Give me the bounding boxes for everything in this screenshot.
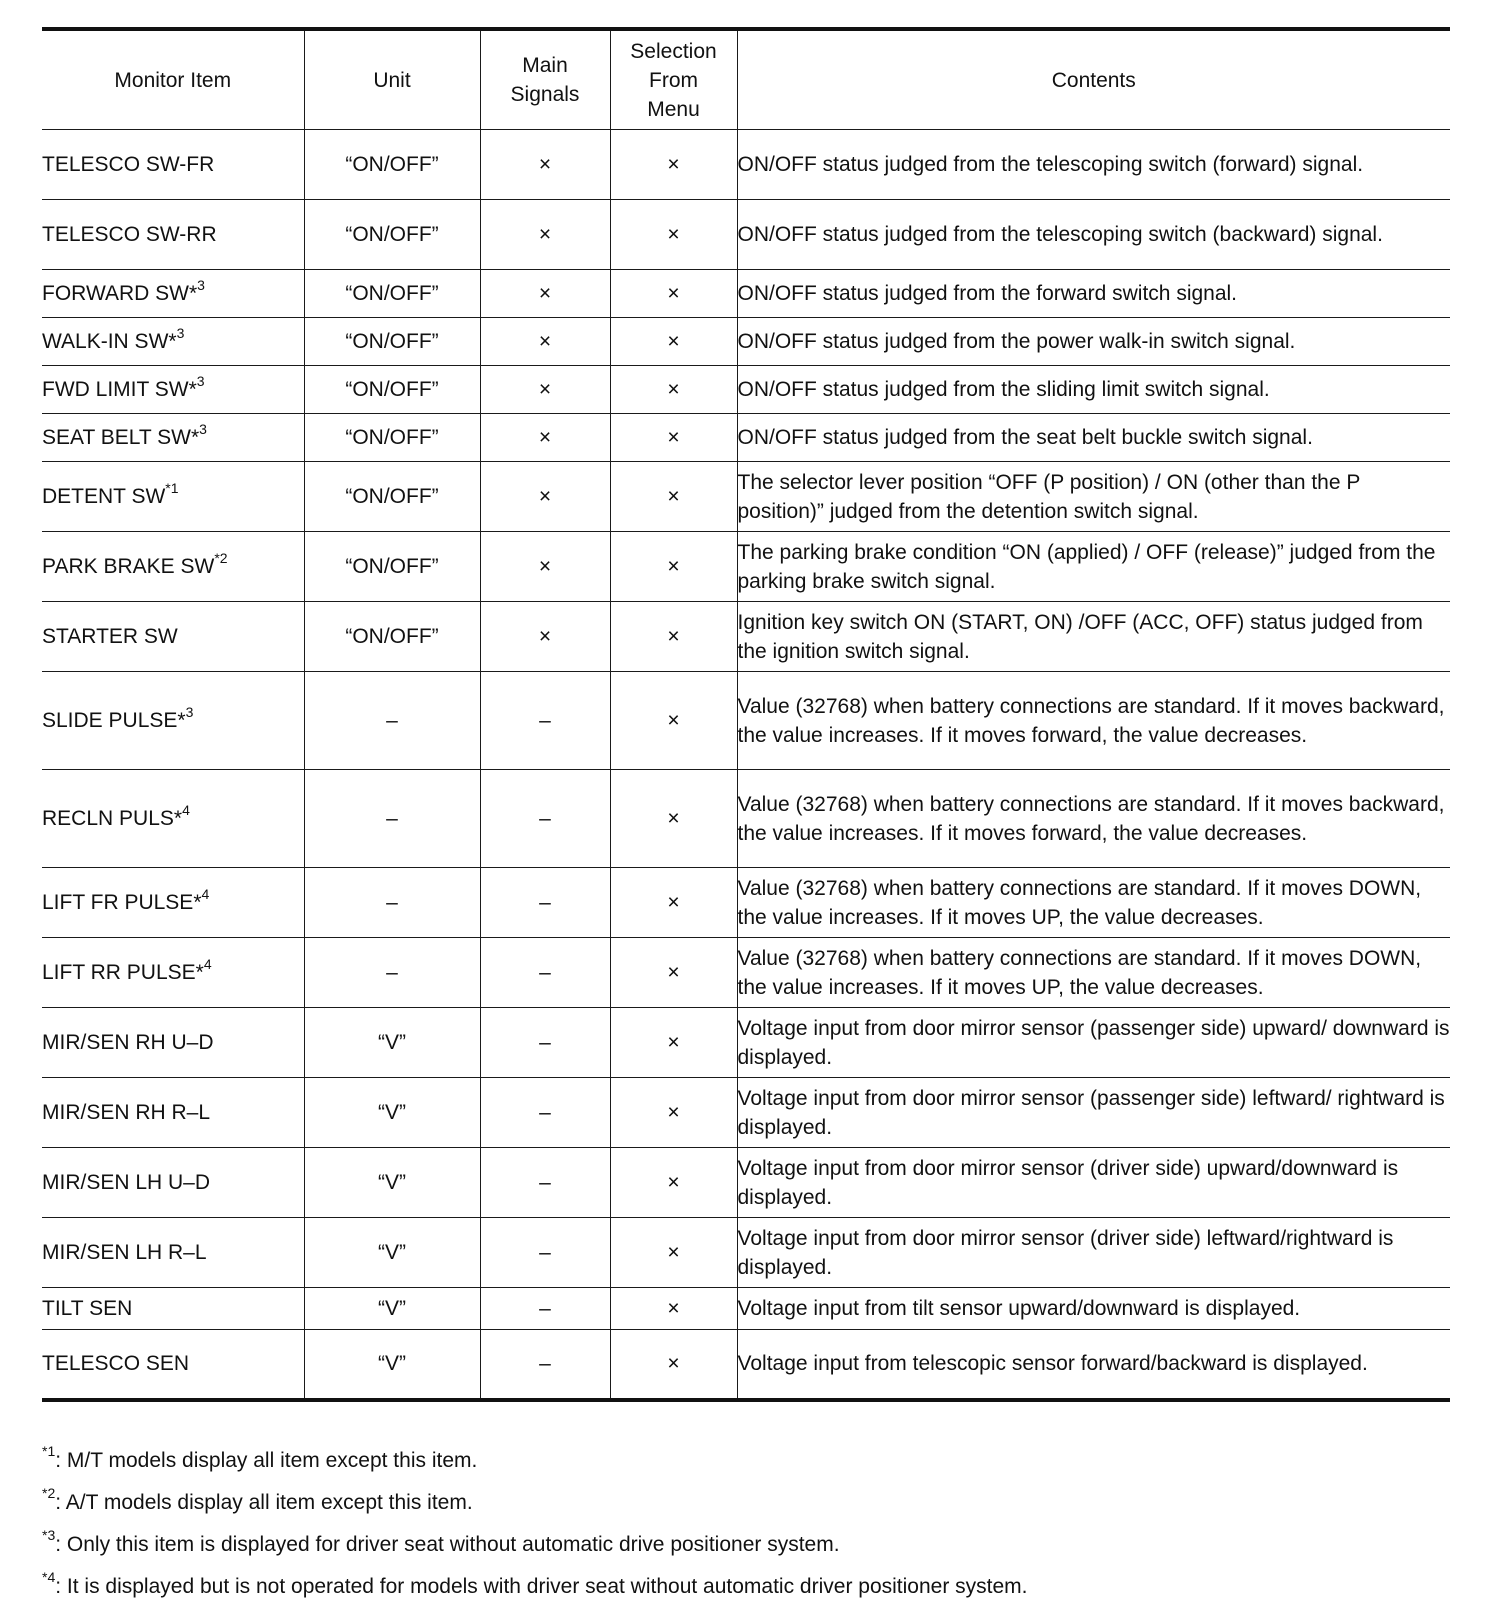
footnote-mark: *3 bbox=[42, 1527, 56, 1543]
monitor-item-cell bbox=[42, 200, 304, 270]
footnote-reference: 3 bbox=[185, 704, 194, 720]
monitor-item-cell bbox=[42, 414, 304, 462]
footnote-text: : Only this item is displayed for driver seat without automatic drive positioner system. bbox=[55, 1533, 840, 1556]
table-body bbox=[42, 130, 1450, 1400]
main-signals-cell: × bbox=[480, 270, 610, 318]
footnote bbox=[42, 1482, 1028, 1524]
monitor-item-cell bbox=[42, 602, 304, 672]
main-signals-cell: – bbox=[480, 1078, 610, 1148]
monitor-item-cell bbox=[42, 1148, 304, 1218]
monitor-item-name: DETENT SW bbox=[42, 485, 166, 508]
unit-cell: – bbox=[304, 770, 480, 868]
footnotes bbox=[42, 1440, 1028, 1608]
main-signals-cell: × bbox=[480, 366, 610, 414]
monitor-item-cell bbox=[42, 1008, 304, 1078]
selection-cell: × bbox=[610, 130, 737, 200]
table-row bbox=[42, 1288, 1450, 1330]
unit-cell: – bbox=[304, 938, 480, 1008]
monitor-item-cell bbox=[42, 318, 304, 366]
table-row bbox=[42, 1330, 1450, 1400]
monitor-item-cell bbox=[42, 868, 304, 938]
monitor-item-cell bbox=[42, 270, 304, 318]
monitor-item-name: FORWARD SW* bbox=[42, 282, 198, 305]
monitor-item-cell bbox=[42, 1078, 304, 1148]
monitor-item-name: MIR/SEN RH R–L bbox=[42, 1101, 211, 1124]
contents-cell: Voltage input from door mirror sensor (passenger side) upward/ downward is displayed. bbox=[737, 1008, 1450, 1078]
monitor-item-name: TILT SEN bbox=[42, 1297, 133, 1320]
contents-cell: ON/OFF status judged from the sliding limit switch signal. bbox=[737, 366, 1450, 414]
unit-cell: “V” bbox=[304, 1330, 480, 1400]
selection-cell: × bbox=[610, 462, 737, 532]
header-selection-from-menu bbox=[610, 29, 737, 130]
main-signals-cell: × bbox=[480, 200, 610, 270]
main-signals-cell: – bbox=[480, 770, 610, 868]
unit-cell: – bbox=[304, 672, 480, 770]
unit-cell: “V” bbox=[304, 1148, 480, 1218]
unit-cell: “ON/OFF” bbox=[304, 270, 480, 318]
table-row bbox=[42, 462, 1450, 532]
selection-cell: × bbox=[610, 366, 737, 414]
selection-cell: × bbox=[610, 318, 737, 366]
unit-cell: “ON/OFF” bbox=[304, 462, 480, 532]
monitor-item-name: RECLN PULS* bbox=[42, 807, 183, 830]
monitor-item-name: SLIDE PULSE* bbox=[42, 709, 186, 732]
unit-cell: “ON/OFF” bbox=[304, 366, 480, 414]
header-selection-line3: Menu bbox=[647, 97, 700, 121]
selection-cell: × bbox=[610, 1330, 737, 1400]
main-signals-cell: × bbox=[480, 130, 610, 200]
footnote bbox=[42, 1524, 1028, 1566]
selection-cell: × bbox=[610, 200, 737, 270]
table-row bbox=[42, 770, 1450, 868]
selection-cell: × bbox=[610, 270, 737, 318]
contents-cell: ON/OFF status judged from the telescoping switch (forward) signal. bbox=[737, 130, 1450, 200]
monitor-item-name: PARK BRAKE SW bbox=[42, 555, 215, 578]
header-unit: Unit bbox=[304, 29, 480, 130]
selection-cell: × bbox=[610, 770, 737, 868]
contents-cell: Voltage input from telescopic sensor forward/backward is displayed. bbox=[737, 1330, 1450, 1400]
contents-cell: The parking brake condition “ON (applied) / OFF (release)” judged from the parking brake switch signal. bbox=[737, 532, 1450, 602]
main-signals-cell: – bbox=[480, 1218, 610, 1288]
contents-cell: The selector lever position “OFF (P position) / ON (other than the P position)” judged from the detention switch signal. bbox=[737, 462, 1450, 532]
table-row bbox=[42, 1148, 1450, 1218]
footnote bbox=[42, 1566, 1028, 1608]
table-row bbox=[42, 1218, 1450, 1288]
contents-cell: Ignition key switch ON (START, ON) /OFF (ACC, OFF) status judged from the ignition switch signal. bbox=[737, 602, 1450, 672]
monitor-item-name: SEAT BELT SW* bbox=[42, 426, 200, 449]
unit-cell: “ON/OFF” bbox=[304, 130, 480, 200]
monitor-item-cell bbox=[42, 532, 304, 602]
table-row bbox=[42, 1078, 1450, 1148]
table-row bbox=[42, 414, 1450, 462]
monitor-item-name: MIR/SEN LH R–L bbox=[42, 1241, 207, 1264]
footnote bbox=[42, 1440, 1028, 1482]
selection-cell: × bbox=[610, 414, 737, 462]
footnote-mark: *4 bbox=[42, 1569, 56, 1585]
footnote-reference: 3 bbox=[176, 325, 185, 341]
monitor-item-name: STARTER SW bbox=[42, 625, 178, 648]
contents-cell: Value (32768) when battery connections are standard. If it moves DOWN, the value increases. If it moves UP, the value decreases. bbox=[737, 938, 1450, 1008]
footnote-reference: 3 bbox=[196, 373, 205, 389]
unit-cell: “V” bbox=[304, 1078, 480, 1148]
unit-cell: “ON/OFF” bbox=[304, 414, 480, 462]
footnote-mark: *2 bbox=[42, 1485, 56, 1501]
main-signals-cell: – bbox=[480, 938, 610, 1008]
header-selection-line1: Selection bbox=[630, 39, 717, 63]
monitor-item-cell bbox=[42, 1218, 304, 1288]
unit-cell: “ON/OFF” bbox=[304, 318, 480, 366]
monitor-item-cell bbox=[42, 770, 304, 868]
footnote-reference: 4 bbox=[182, 802, 190, 818]
contents-cell: Voltage input from door mirror sensor (driver side) leftward/rightward is displayed. bbox=[737, 1218, 1450, 1288]
table-row bbox=[42, 200, 1450, 270]
footnote-reference: *1 bbox=[165, 480, 179, 496]
monitor-item-name: LIFT RR PULSE* bbox=[42, 961, 204, 984]
table-row bbox=[42, 270, 1450, 318]
monitor-item-name: WALK-IN SW* bbox=[42, 330, 177, 353]
main-signals-cell: × bbox=[480, 414, 610, 462]
contents-cell: Voltage input from door mirror sensor (passenger side) leftward/ rightward is displayed. bbox=[737, 1078, 1450, 1148]
footnote-text: : M/T models display all item except this item. bbox=[55, 1449, 478, 1472]
main-signals-cell: × bbox=[480, 318, 610, 366]
selection-cell: × bbox=[610, 1148, 737, 1218]
main-signals-cell: – bbox=[480, 868, 610, 938]
header-selection-line2: From bbox=[649, 68, 698, 92]
main-signals-cell: – bbox=[480, 1288, 610, 1330]
monitor-item-cell bbox=[42, 1330, 304, 1400]
main-signals-cell: – bbox=[480, 1330, 610, 1400]
monitor-item-name: MIR/SEN RH U–D bbox=[42, 1031, 214, 1054]
table-row bbox=[42, 130, 1450, 200]
monitor-item-name: MIR/SEN LH U–D bbox=[42, 1171, 211, 1194]
selection-cell: × bbox=[610, 602, 737, 672]
monitor-item-cell bbox=[42, 130, 304, 200]
selection-cell: × bbox=[610, 1008, 737, 1078]
monitor-item-name: TELESCO SW-FR bbox=[42, 153, 215, 176]
monitor-item-name: LIFT FR PULSE* bbox=[42, 891, 202, 914]
unit-cell: “V” bbox=[304, 1218, 480, 1288]
footnote-text: : A/T models display all item except this item. bbox=[55, 1491, 473, 1514]
contents-cell: Value (32768) when battery connections are standard. If it moves DOWN, the value increases. If it moves UP, the value decreases. bbox=[737, 868, 1450, 938]
selection-cell: × bbox=[610, 672, 737, 770]
monitor-item-cell bbox=[42, 462, 304, 532]
header-main-signals bbox=[480, 29, 610, 130]
selection-cell: × bbox=[610, 938, 737, 1008]
monitor-item-name: TELESCO SEN bbox=[42, 1352, 190, 1376]
contents-cell: Voltage input from tilt sensor upward/downward is displayed. bbox=[737, 1288, 1450, 1330]
selection-cell: × bbox=[610, 532, 737, 602]
contents-cell: ON/OFF status judged from the power walk-in switch signal. bbox=[737, 318, 1450, 366]
footnote-mark: *1 bbox=[42, 1443, 56, 1459]
header-main-signals-line2: Signals bbox=[510, 83, 580, 106]
table-row bbox=[42, 672, 1450, 770]
monitor-item-cell bbox=[42, 672, 304, 770]
table-row bbox=[42, 602, 1450, 672]
table-row bbox=[42, 318, 1450, 366]
main-signals-cell: – bbox=[480, 672, 610, 770]
table-row bbox=[42, 1008, 1450, 1078]
selection-cell: × bbox=[610, 1078, 737, 1148]
main-signals-cell: × bbox=[480, 602, 610, 672]
main-signals-cell: × bbox=[480, 462, 610, 532]
monitor-item-name: TELESCO SW-RR bbox=[42, 223, 217, 246]
contents-cell: ON/OFF status judged from the telescoping switch (backward) signal. bbox=[737, 200, 1450, 270]
monitor-item-cell bbox=[42, 938, 304, 1008]
header-main-signals-line1: Main bbox=[522, 54, 568, 77]
contents-cell: Voltage input from door mirror sensor (driver side) upward/downward is displayed. bbox=[737, 1148, 1450, 1218]
monitor-item-table bbox=[42, 27, 1450, 1402]
contents-cell: ON/OFF status judged from the forward switch signal. bbox=[737, 270, 1450, 318]
main-signals-cell: – bbox=[480, 1148, 610, 1218]
footnote-reference: 3 bbox=[197, 277, 205, 293]
unit-cell: “ON/OFF” bbox=[304, 602, 480, 672]
header-monitor-item: Monitor Item bbox=[42, 29, 304, 130]
unit-cell: “V” bbox=[304, 1288, 480, 1330]
monitor-item-cell bbox=[42, 366, 304, 414]
table-row bbox=[42, 938, 1450, 1008]
main-signals-cell: – bbox=[480, 1008, 610, 1078]
table-row bbox=[42, 366, 1450, 414]
monitor-item-cell bbox=[42, 1288, 304, 1330]
header-contents: Contents bbox=[737, 29, 1450, 130]
unit-cell: “V” bbox=[304, 1008, 480, 1078]
unit-cell: “ON/OFF” bbox=[304, 200, 480, 270]
contents-cell: Value (32768) when battery connections are standard. If it moves backward, the value increases. If it moves forward, the value decreases. bbox=[737, 672, 1450, 770]
footnote-reference: 3 bbox=[199, 421, 207, 437]
table-row bbox=[42, 868, 1450, 938]
selection-cell: × bbox=[610, 1218, 737, 1288]
contents-cell: Value (32768) when battery connections are standard. If it moves backward, the value increases. If it moves forward, the value decreases. bbox=[737, 770, 1450, 868]
contents-cell: ON/OFF status judged from the seat belt buckle switch signal. bbox=[737, 414, 1450, 462]
footnote-text: : It is displayed but is not operated for models with driver seat without automatic driver positioner system. bbox=[55, 1575, 1028, 1598]
main-signals-cell: × bbox=[480, 532, 610, 602]
table-header-row bbox=[42, 29, 1450, 130]
footnote-reference: 4 bbox=[203, 956, 212, 972]
footnote-reference: 4 bbox=[201, 886, 210, 902]
footnote-reference: *2 bbox=[214, 550, 228, 566]
unit-cell: “ON/OFF” bbox=[304, 532, 480, 602]
selection-cell: × bbox=[610, 868, 737, 938]
table-row bbox=[42, 532, 1450, 602]
unit-cell: – bbox=[304, 868, 480, 938]
monitor-item-name: FWD LIMIT SW* bbox=[42, 378, 197, 401]
selection-cell: × bbox=[610, 1288, 737, 1330]
